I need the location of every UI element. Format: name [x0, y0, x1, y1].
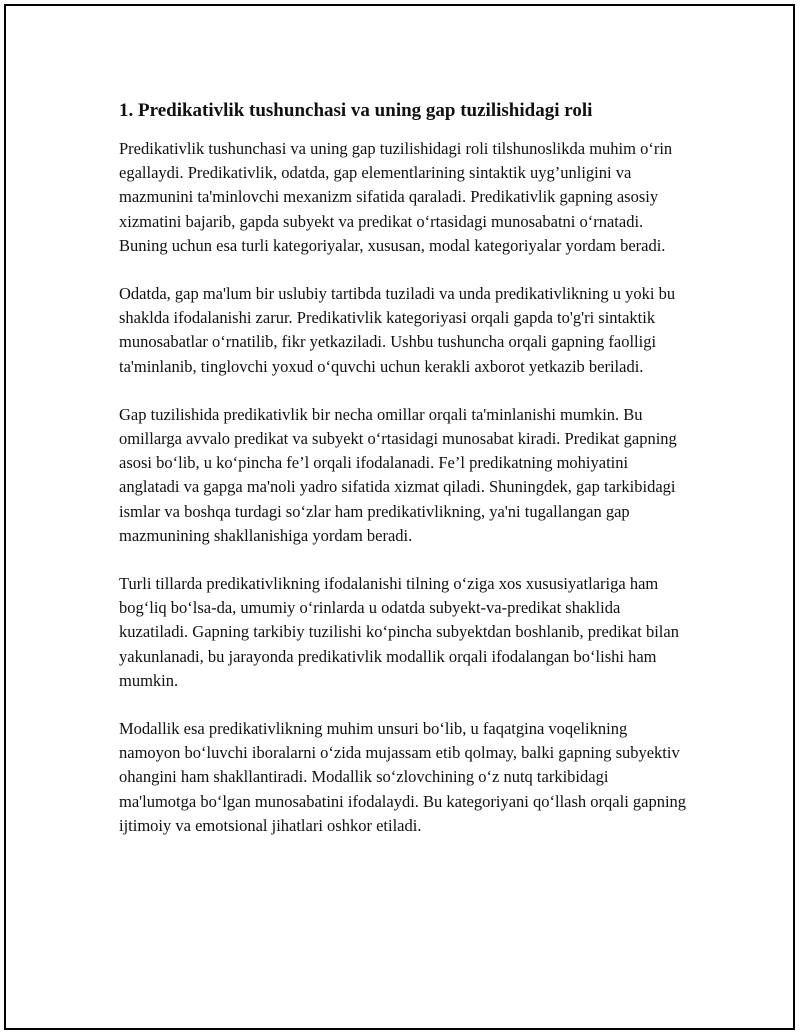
paragraph-2: Odatda, gap ma'lum bir uslubiy tartibda tuziladi va unda predikativlikning u yoki bu shaklda ifodalanishi zarur. Predikativlik kategoriyasi orqali gapda to'g'ri sintaktik munosabatlar o‘rnatilib, fikr yetkaziladi. Ushbu tushuncha orqali gapning faolligi ta'minlanib, tinglovchi yoxud o‘quvchi uchun kerakli axborot yetkazib beriladi.	[119, 284, 676, 376]
paragraph-3: Gap tuzilishida predikativlik bir necha omillar orqali ta'minlanishi mumkin. Bu omillarga avvalo predikat va subyekt o‘rtasidagi munosabat kiradi. Predikat gapning asosi bo‘lib, u ko‘pincha fe’l orqali ifodalanadi. Fe’l predikatning mohiyatini anglatadi va gapga ma'noli yadro sifatida xizmat qiladi. Shuningdek, gap tarkibidagi ismlar va boshqa turdagi so‘zlar ham predikativlikning, ya'ni tugallangan gap mazmunining shakllanishiga yordam beradi.	[119, 404, 677, 545]
document-title: 1. Predikativlik tushunchasi va uning gap tuzilishidagi roli	[119, 100, 593, 121]
paragraph-4: Turli tillarda predikativlikning ifodalanishi tilning o‘ziga xos xususiyatlariga ham bog‘liq bo‘lsa-da, umumiy o‘rinlarda u odatda subyekt-va-predikat shaklida kuzatiladi. Gapning tarkibiy tuzilishi ko‘pincha subyektdan boshlanib, predikat bilan yakunlanadi, bu jarayonda predikativlik modallik orqali ifodalangan bo‘lishi ham mumkin.	[119, 574, 679, 690]
paragraph-5: Modallik esa predikativlikning muhim unsuri bo‘lib, u faqatgina voqelikning namoyon bo‘luvchi iboralarni o‘zida mujassam etib qolmay, balki gapning subyektiv ohangini ham shakllantiradi. Modallik so‘zlovchining o‘z nutq tarkibidagi ma'lumotga bo‘lgan munosabatini ifodalaydi. Bu kategoriyani qo‘llash orqali gapning ijtimoiy va emotsional jihatlari oshkor etiladi.	[119, 719, 687, 835]
page-frame	[4, 4, 795, 1030]
document-body	[119, 99, 689, 862]
paragraph-1: Predikativlik tushunchasi va uning gap tuzilishidagi roli tilshunoslikda muhim o‘rin egallaydi. Predikativlik, odatda, gap elementlarining sintaktik uyg’unligini va mazmunini ta'minlovchi mexanizm sifatida qaraladi. Predikativlik gapning asosiy xizmatini bajarib, gapda subyekt va predikat o‘rtasidagi munosabatni o‘rnatadi. Buning uchun esa turli kategoriyalar, xususan, modal kategoriyalar yordam beradi.	[119, 139, 673, 255]
